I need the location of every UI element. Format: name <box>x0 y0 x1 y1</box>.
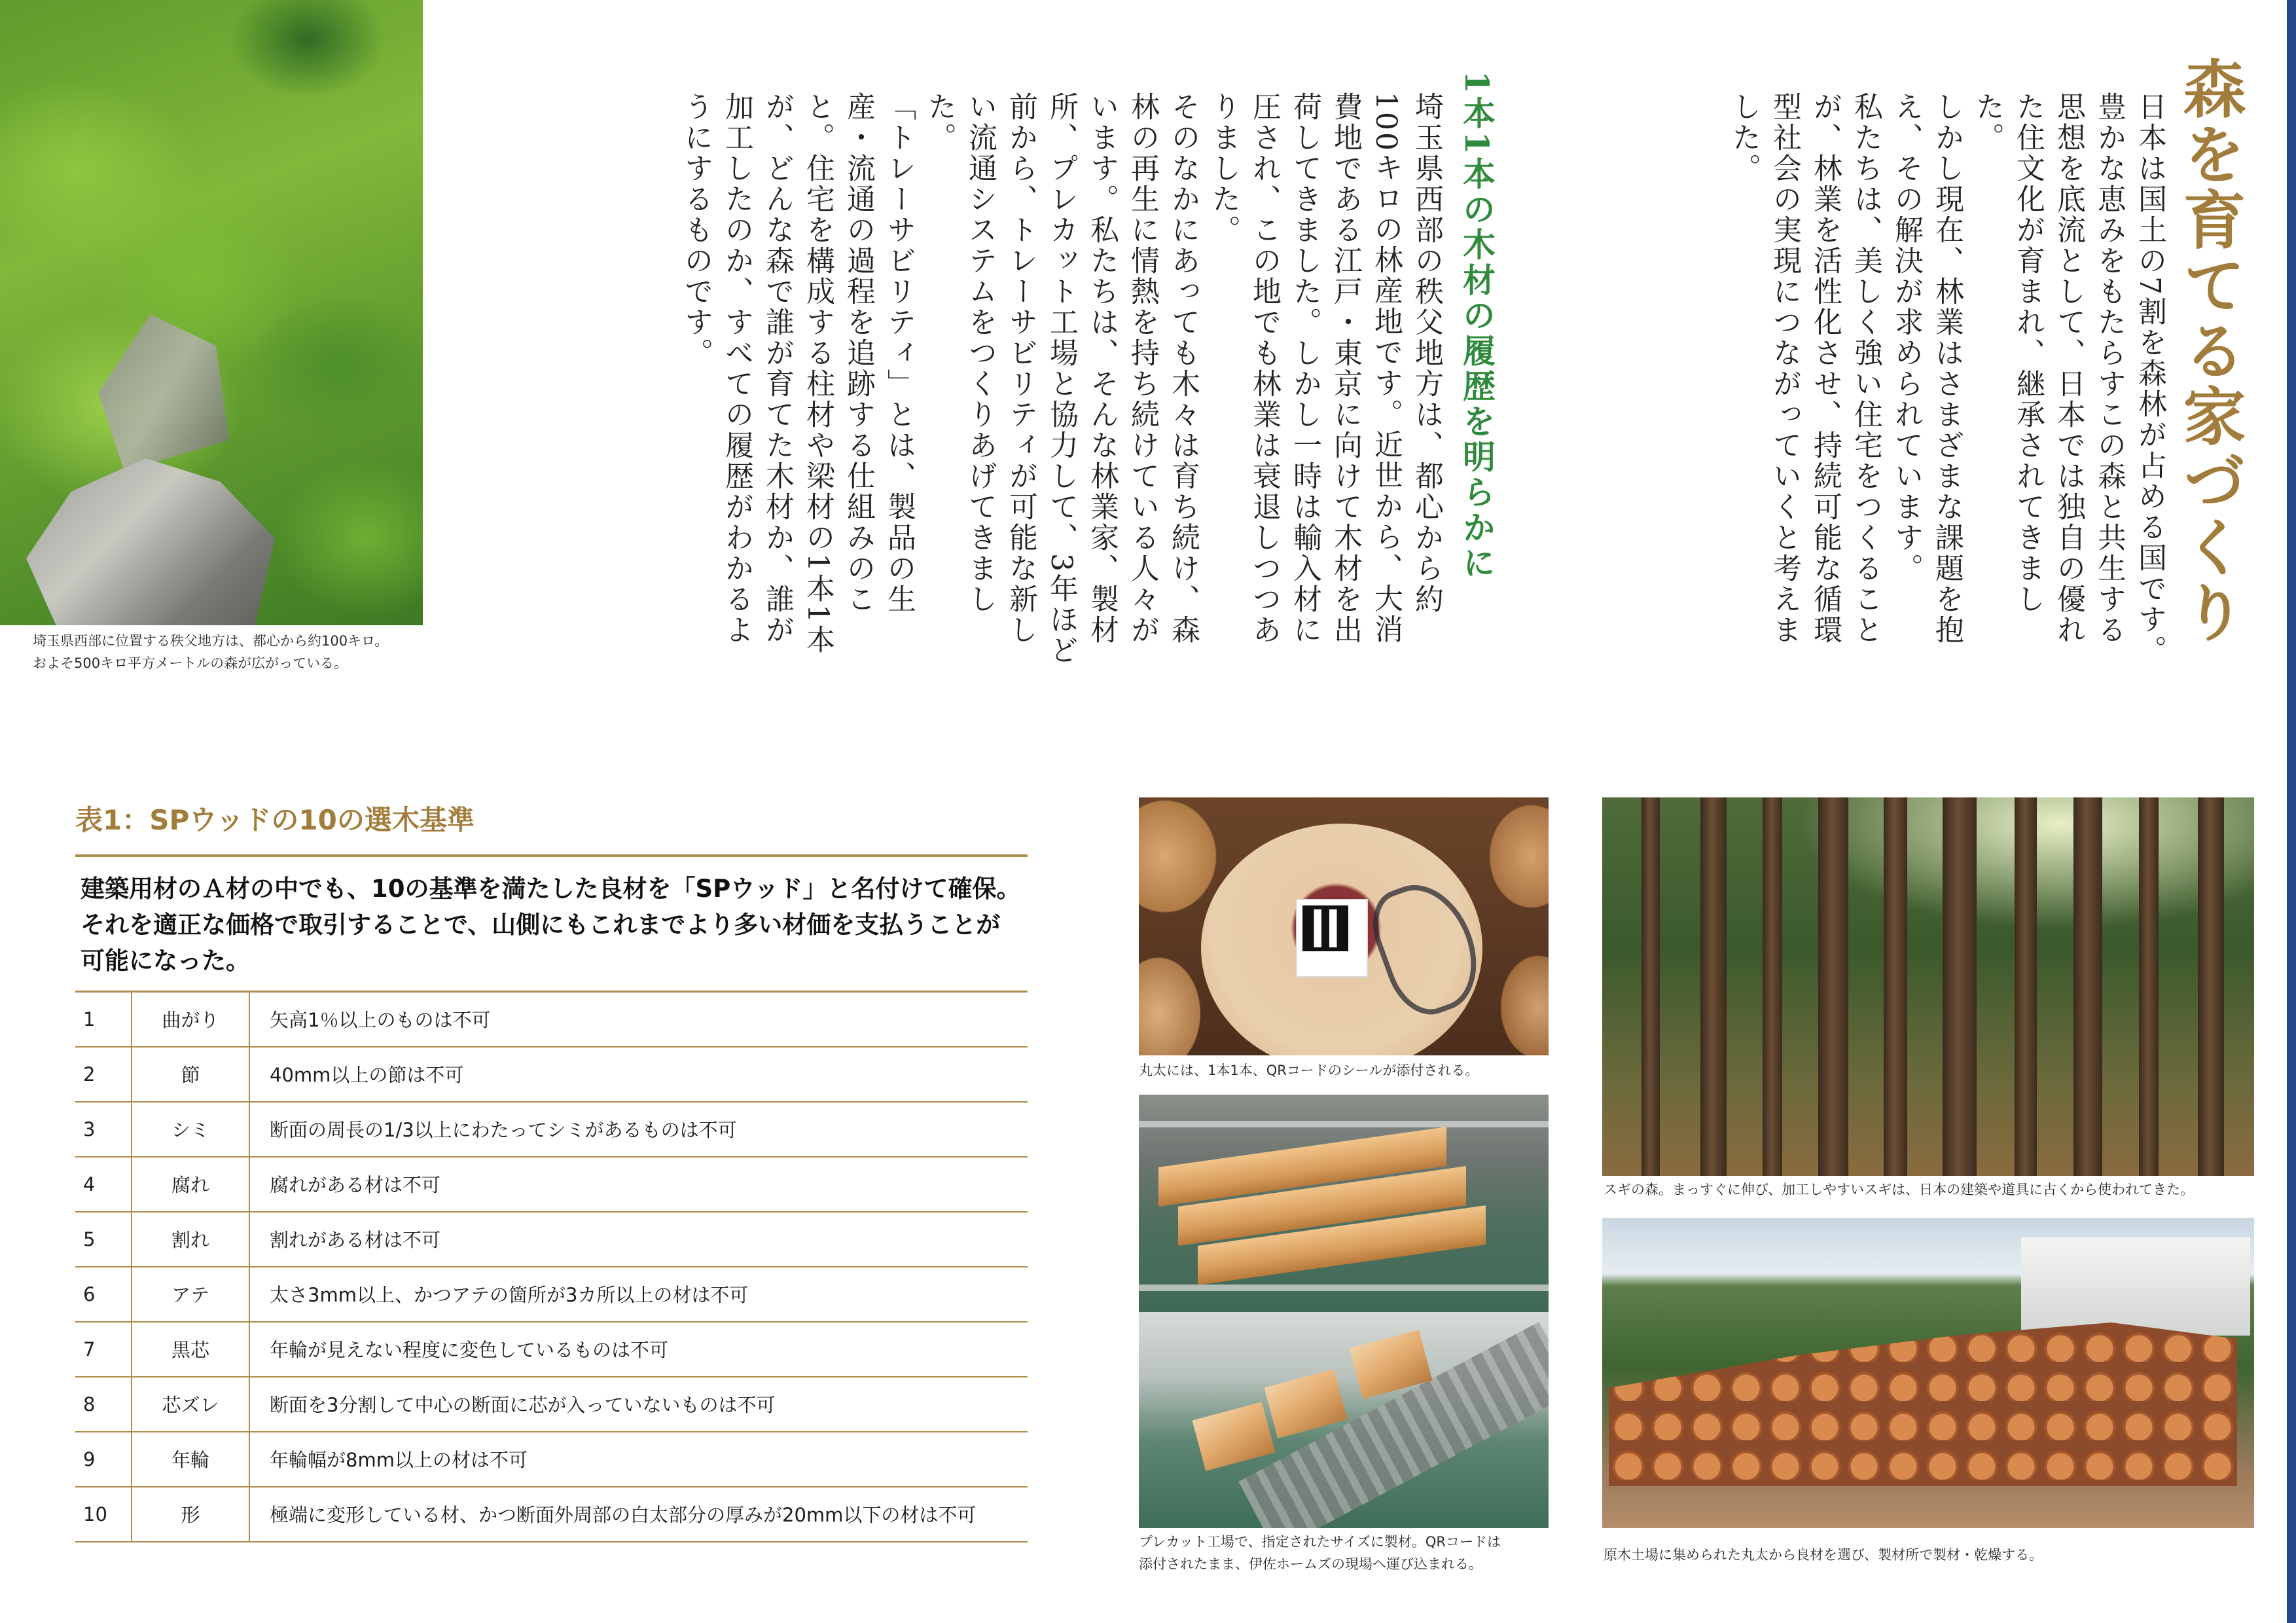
timber-block <box>1193 1402 1276 1471</box>
row-description: 年輪幅が8mm以上の材は不可 <box>249 1432 1028 1487</box>
row-term: 曲がり <box>132 992 249 1047</box>
row-term: 黒芯 <box>132 1322 249 1377</box>
logs-caption-line-1: 原木土場に集められた丸太から良材を選び、製材所で製材・乾燥する。 <box>1604 1547 2043 1563</box>
precut-caption-line-1: プレカット工場で、指定されたサイズに製材。QRコードは <box>1139 1534 1501 1550</box>
row-number: 7 <box>75 1322 132 1377</box>
precut-factory-photo-2 <box>1139 1312 1549 1528</box>
cliff-rock <box>26 458 275 625</box>
row-term: 節 <box>132 1047 249 1102</box>
table-row <box>75 1377 1028 1432</box>
cedar-trunk <box>1641 797 1660 1176</box>
table-row <box>75 1157 1028 1212</box>
section-text <box>471 92 1446 668</box>
intro-paragraph-2: しかし現在、林業はさまざまな課題を抱え、その解決が求められています。 <box>1890 92 1964 646</box>
row-number: 9 <box>75 1432 132 1487</box>
table-row <box>75 1047 1028 1102</box>
row-term: 形 <box>132 1487 249 1542</box>
section-paragraph-3: 「トレーサビリティ」とは、製品の生産・流通の過程を追跡する仕組みのこと。住宅を構成する柱材や梁材の1本1本が、どんな森で誰が育てた木材か、誰が加工したのか、すべての履歴がわかるようにするものです。 <box>679 92 916 655</box>
cedar-trunk <box>2139 797 2159 1176</box>
row-number: 4 <box>75 1157 132 1212</box>
section-heading: 1本1本の木材の履歴を明らかに <box>1458 71 1496 581</box>
row-description: 矢高1％以上のものは不可 <box>249 992 1028 1047</box>
table-row <box>75 1267 1028 1322</box>
table-row <box>75 1102 1028 1157</box>
cedar-trunk <box>1943 797 1977 1176</box>
cliff-rock-upper <box>98 314 229 471</box>
cliff-caption-line-2: およそ500キロ平方メートルの森が広がっている。 <box>33 655 348 671</box>
row-number: 10 <box>75 1487 132 1542</box>
row-term: 芯ズレ <box>132 1377 249 1432</box>
row-term: シミ <box>132 1102 249 1157</box>
factory-rail <box>1139 1121 1549 1127</box>
row-description: 極端に変形している材、かつ断面外周部の白太部分の厚みが20mm以下の材は不可 <box>249 1487 1028 1542</box>
row-number: 6 <box>75 1267 132 1322</box>
row-description: 断面を3分割して中心の断面に芯が入っていないものは不可 <box>249 1377 1028 1432</box>
table-intro-line-1: 建築用材のＡ材の中でも、10の基準を満たした良材を「SPウッド」と名付けて確保。 <box>81 875 1021 903</box>
row-number: 5 <box>75 1212 132 1267</box>
qr-code-sticker <box>1296 899 1368 977</box>
precut-caption <box>1139 1531 1501 1575</box>
table-row <box>75 1432 1028 1487</box>
row-number: 2 <box>75 1047 132 1102</box>
cedar-trunk <box>2073 797 2102 1176</box>
section-paragraph-1: 埼玉県西部の秩父地方は、都心から約100キロの林産地です。近世から、大消費地である江戸・東京に向けて木材を出荷してきました。しかし一時は輸入材に圧され、この地でも林業は衰退しつつありました。 <box>1207 92 1443 646</box>
table-row <box>75 992 1028 1047</box>
table-intro <box>81 871 1030 979</box>
table-title: 表1：SPウッドの10の選木基準 <box>75 804 475 836</box>
row-description: 40mm以上の節は不可 <box>249 1047 1028 1102</box>
log-yard-photo <box>1602 1218 2254 1528</box>
row-term: 割れ <box>132 1212 249 1267</box>
forest-caption <box>1604 1178 2194 1201</box>
row-number: 8 <box>75 1377 132 1432</box>
table-intro-line-2: それを適正な価格で取引することで、山側にもこれまでより多い材価を支払うことが <box>81 911 1001 939</box>
precut-caption-line-2: 添付されたまま、伊佐ホームズの現場へ運び込まれる。 <box>1139 1556 1482 1572</box>
log-qr-photo <box>1139 797 1549 1055</box>
cedar-trunk <box>1700 797 1727 1176</box>
row-number: 3 <box>75 1102 132 1157</box>
table-row <box>75 1212 1028 1267</box>
row-description: 腐れがある材は不可 <box>249 1157 1028 1212</box>
row-number: 1 <box>75 992 132 1047</box>
selection-criteria-table <box>75 991 1028 1542</box>
accent-bar <box>2287 0 2296 1623</box>
row-term: 年輪 <box>132 1432 249 1487</box>
cedar-trunk <box>2198 797 2224 1176</box>
section-paragraph-2: そのなかにあっても木々は育ち続け、森林の再生に情熱を持ち続けている人々がいます。私たちは、そんな林業家、製材所、プレカット工場と協力して、3年ほど前から、トレーサビリティが可能な新しい流通システムをつくりあげてきました。 <box>923 92 1200 666</box>
cedar-trunk <box>1763 797 1782 1176</box>
cedar-trunk <box>1884 797 1907 1176</box>
chichibu-cliff-photo <box>0 0 423 625</box>
intro-paragraph-1: 日本は国土の7割を森林が占める国です。豊かな恵みをもたらすこの森と共生する思想を底流として、日本では独自の優れた住文化が育まれ、継承されてきました。 <box>1971 92 2166 666</box>
table-row <box>75 1322 1028 1377</box>
cedar-forest-photo <box>1602 797 2254 1176</box>
table-intro-line-3: 可能になった。 <box>81 947 250 975</box>
forest-caption-line-1: スギの森。まっすぐに伸び、加工しやすいスギは、日本の建築や道具に古くから使われてきた。 <box>1604 1182 2195 1197</box>
timber-block <box>1265 1369 1348 1438</box>
page-title: 森を育てる家づくり <box>2173 56 2247 646</box>
row-description: 断面の周長の1/3以上にわたってシミがあるものは不可 <box>249 1102 1028 1157</box>
intro-paragraph-3: 私たちは、美しく強い住宅をつくることが、林業を活性化させ、持続可能な循環型社会の実現につながっていくと考えました。 <box>1727 92 1882 646</box>
row-term: 腐れ <box>132 1157 249 1212</box>
row-description: 割れがある材は不可 <box>249 1212 1028 1267</box>
log-caption-line-1: 丸太には、1本1本、QRコードのシールが添付される。 <box>1139 1063 1479 1078</box>
log-caption <box>1139 1059 1479 1082</box>
cliff-caption-line-1: 埼玉県西部に位置する秩父地方は、都心から約100キロ。 <box>33 633 389 649</box>
precut-factory-photo-1 <box>1139 1095 1549 1312</box>
log-pile <box>1609 1322 2237 1486</box>
logs-caption <box>1604 1544 2043 1566</box>
intro-text <box>1568 92 2170 668</box>
table-title-rule <box>75 854 1028 857</box>
row-term: アテ <box>132 1267 249 1322</box>
table-row <box>75 1487 1028 1542</box>
factory-rail <box>1139 1285 1549 1291</box>
cliff-caption <box>33 630 388 674</box>
yard-building <box>2021 1237 2250 1336</box>
cedar-trunk <box>2015 797 2037 1176</box>
cedar-trunk <box>1818 797 1848 1176</box>
row-description: 太さ3mm以上、かつアテの箇所が3カ所以上の材は不可 <box>249 1267 1028 1322</box>
row-description: 年輪が見えない程度に変色しているものは不可 <box>249 1322 1028 1377</box>
